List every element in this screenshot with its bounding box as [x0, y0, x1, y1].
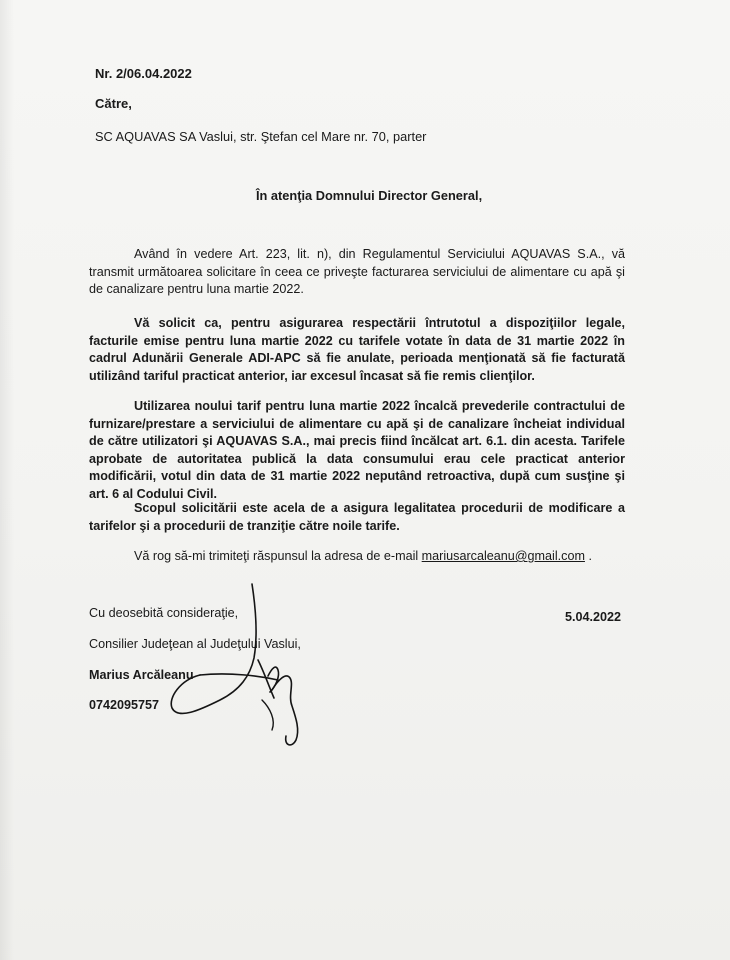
paragraph-2: Vă solicit ca, pentru asigurarea respectării întrutotul a dispoziţiilor legale, facturile emise pentru luna martie 2022 cu tarifele votate în data de 31 martie 2022 în cadrul Adunării Generale ADI-APC să fie anulate, perioada menţionată să fie facturată utilizând tariful practicat anterior, iar excesul încasat să fie remis clienţilor. [89, 316, 625, 383]
signer-role: Consilier Judeţean al Judeţului Vaslui, [89, 637, 301, 651]
email-request [134, 548, 592, 564]
email-request-end: . [588, 549, 592, 563]
paragraph-4: Scopul solicitării este acela de a asigura legalitatea procedurii de modificare a tarifelor şi a procedurii de tranziţie către noile tarife. [89, 501, 625, 533]
page-edge-shadow [0, 0, 14, 960]
paragraph-3: Utilizarea noului tarif pentru luna martie 2022 încalcă prevederile contractului de furnizare/prestare a serviciului de alimentare cu apă şi de canalizare încheiat individual de către utilizatori şi AQUAVAS S.A., mai precis fiind încălcat art. 6.1. din acesta. Tarifele aprobate de autoritatea publică la data consumului erau cele practicat anterior modificării, votul din data de 31 martie 2022 neputând retroactiva, după cum susţine şi art. 6 al Codului Civil. [89, 399, 625, 501]
handwritten-signature [160, 580, 320, 750]
email-request-text: Vă rog să-mi trimiteţi răspunsul la adresa de e-mail [134, 549, 419, 563]
closing-phrase: Cu deosebită consideraţie, [89, 606, 239, 620]
letter-date: 5.04.2022 [565, 610, 622, 624]
recipient-address: SC AQUAVAS SA Vaslui, str. Ştefan cel Mare nr. 70, parter [95, 129, 427, 144]
attention-line: În atenţia Domnului Director General, [256, 188, 483, 203]
document-number: Nr. 2/06.04.2022 [95, 66, 192, 81]
signer-name: Marius Arcăleanu [89, 668, 194, 682]
email-link[interactable]: mariusarcaleanu@gmail.com [421, 549, 585, 563]
signer-phone: 0742095757 [89, 698, 160, 712]
to-label: Către, [95, 96, 132, 111]
paragraph-1: Având în vedere Art. 223, lit. n), din Regulamentul Serviciului AQUAVAS S.A., vă transmit următoarea solicitare în ceea ce priveşte facturarea serviciului de alimentare cu apă şi de canalizare pentru luna martie 2022. [89, 247, 625, 297]
